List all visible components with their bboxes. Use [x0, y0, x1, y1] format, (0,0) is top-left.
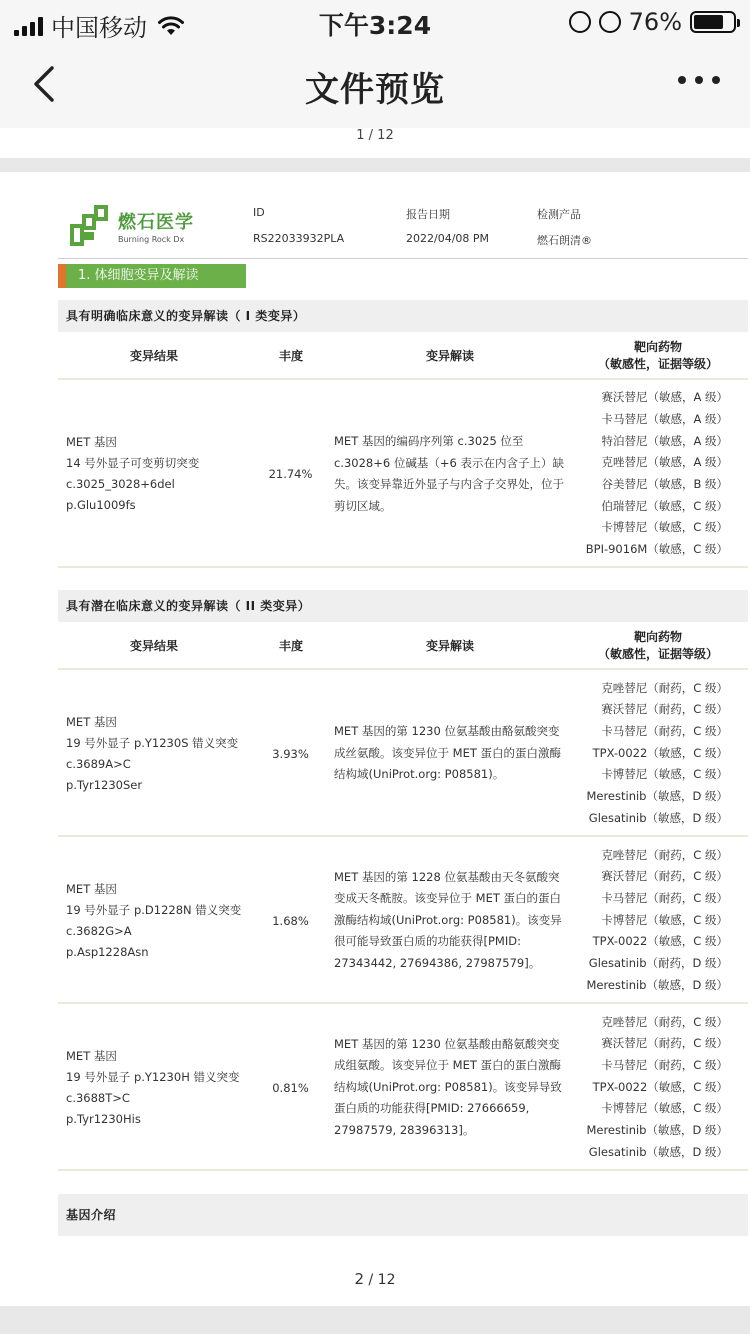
drug-item: BPI-9016M（敏感，C 级） — [585, 542, 728, 557]
page-1-footer — [0, 128, 750, 158]
variant-interpretation — [334, 380, 566, 568]
page-title: 文件预览 — [305, 70, 445, 110]
table-header: 变异结果 丰度 变异解读 靶向药物 （敏感性，证据等级） — [58, 622, 748, 670]
variant-interpretation — [334, 670, 566, 837]
carrier-label: 中国移动 — [51, 14, 147, 42]
table-row — [58, 837, 748, 1004]
drug-item: 卡马替尼（敏感，A 级） — [601, 411, 728, 426]
battery-percent: 76% — [628, 8, 682, 36]
drug-item: 克唑替尼（敏感，A 级） — [601, 455, 728, 470]
targeted-drugs — [578, 380, 728, 568]
drug-item: TPX-0022（敏感，C 级） — [592, 745, 728, 760]
drug-item: 赛沃替尼（耐药，C 级） — [601, 869, 728, 884]
drug-item: 克唑替尼（耐药，C 级） — [601, 1014, 728, 1029]
drug-item: Glesatinib（耐药，D 级） — [588, 956, 728, 971]
variant-result-line: 19 号外显子 p.Y1230H 错义突变 — [66, 1069, 240, 1084]
variant-result-line: c.3682G>A — [66, 923, 132, 938]
nav-bar — [0, 44, 750, 128]
section-title: 1. 体细胞变异及解读 — [58, 264, 246, 288]
drug-item: 谷美替尼（敏感，B 级） — [601, 477, 728, 491]
page-number: 1 — [356, 128, 365, 143]
drug-item: 卡博替尼（敏感，C 级） — [601, 767, 728, 782]
drug-item: Glesatinib（敏感，D 级） — [588, 810, 728, 825]
page-number: 2 — [354, 1270, 365, 1288]
status-bar — [0, 0, 750, 44]
variant-result-line: p.Asp1228Asn — [66, 944, 149, 959]
variant-result-line: 19 号外显子 p.D1228N 错义突变 — [66, 902, 242, 917]
drug-item: 伯瑞替尼（敏感，C 级） — [601, 498, 728, 513]
drug-item: Merestinib（敏感，D 级） — [586, 1123, 728, 1138]
variant-result-line: 14 号外显子可变剪切突变 — [66, 456, 200, 470]
page-total: / 12 — [368, 1272, 396, 1288]
variant-result-line: c.3688T>C — [66, 1090, 130, 1105]
abundance: 21.74% — [268, 467, 313, 481]
drug-item: TPX-0022（敏感，C 级） — [592, 1079, 728, 1094]
drug-item: 赛沃替尼（耐药，C 级） — [601, 702, 728, 717]
drug-item: 赛沃替尼（敏感，A 级） — [601, 390, 728, 405]
report-id: ID RS22033932PLA — [253, 206, 345, 245]
variant-result — [66, 1004, 251, 1171]
drug-item: 卡马替尼（耐药，C 级） — [601, 723, 728, 738]
category-1-header: 具有明确临床意义的变异解读（ I 类变异） — [58, 300, 748, 332]
table-row — [58, 1004, 748, 1171]
variant-interpretation — [334, 837, 566, 1004]
drug-item: 克唑替尼（耐药，C 级） — [601, 680, 728, 695]
variant-interpretation — [334, 1004, 566, 1171]
battery-icon — [690, 11, 736, 33]
drug-item: TPX-0022（敏感，C 级） — [592, 934, 728, 949]
logo-subtext: Burning Rock Dx — [118, 235, 185, 244]
battery-level — [694, 15, 723, 29]
company-logo — [70, 204, 194, 248]
alarm-icon — [599, 11, 621, 33]
rotation-lock-icon — [569, 11, 591, 33]
more-options-icon[interactable] — [678, 76, 720, 84]
document-page[interactable] — [0, 172, 750, 1306]
variant-result-line: c.3689A>C — [66, 756, 131, 771]
report-date: 报告日期 2022/04/08 PM — [406, 208, 490, 245]
gene-intro-header: 基因介绍 — [58, 1194, 748, 1236]
page-2-footer — [0, 1270, 750, 1288]
category-2-header: 具有潜在临床意义的变异解读（ II 类变异） — [58, 590, 748, 622]
clock: 下午3:24 — [318, 11, 432, 40]
table-row — [58, 380, 748, 568]
variant-result-line: p.Tyr1230Ser — [66, 777, 143, 792]
targeted-drugs — [578, 1004, 728, 1171]
page-total: / 12 — [368, 128, 394, 143]
drug-item: 克唑替尼（耐药，C 级） — [601, 847, 728, 862]
drug-item: 卡马替尼（耐药，C 级） — [601, 890, 728, 905]
interpretation-text: MET 基因的第 1228 位氨基酸由天冬氨酸突变成天冬酰胺。该变异位于 MET 蛋白的蛋白激酶结构域(UniProt.org: P08581)。该变异很可能导致蛋白质的功能获得[PMID: 27343442, 27694386, 27987579]。 — [334, 869, 562, 970]
variant-result-line: p.Glu1009fs — [66, 498, 136, 512]
logo-text: 燃石医学 — [118, 212, 194, 233]
abundance: 3.93% — [272, 746, 309, 761]
variant-result — [66, 837, 251, 1004]
drug-item: 特泊替尼（敏感，A 级） — [601, 433, 728, 448]
variant-result-line: c.3025_3028+6del — [66, 477, 175, 491]
interpretation-text: MET 基因的编码序列第 c.3025 位至 c.3028+6 位碱基（+6 表示在内含子上）缺失。该变异靠近外显子与内含子交界处，位于剪切区域。 — [334, 434, 564, 513]
abundance: 1.68% — [272, 913, 309, 928]
drug-item: 卡博替尼（敏感，C 级） — [601, 520, 728, 535]
drug-item: 卡马替尼（耐药，C 级） — [601, 1057, 728, 1072]
variant-result — [66, 380, 251, 568]
drug-item: 赛沃替尼（耐药，C 级） — [601, 1036, 728, 1051]
variant-result-line: p.Tyr1230His — [66, 1111, 141, 1126]
table-header: 变异结果 丰度 变异解读 靶向药物 （敏感性，证据等级） — [58, 332, 748, 380]
interpretation-text: MET 基因的第 1230 位氨基酸由酪氨酸突变成组氨酸。该变异位于 MET 蛋白的蛋白激酶结构域(UniProt.org: P08581)。该变异导致蛋白质的功能获得[PMID: 27666659, 27987579, 28396313]。 — [334, 1036, 562, 1137]
drug-item: Glesatinib（敏感，D 级） — [588, 1144, 728, 1159]
divider — [58, 258, 748, 259]
variant-result-line: 19 号外显子 p.Y1230S 错义突变 — [66, 735, 239, 750]
variant-result-line: MET 基因 — [66, 714, 117, 729]
drug-item: Merestinib（敏感，D 级） — [586, 977, 728, 992]
targeted-drugs — [578, 670, 728, 837]
report-product: 检测产品 燃石朗清® — [537, 208, 592, 247]
targeted-drugs — [578, 837, 728, 1004]
variant-result-line: MET 基因 — [66, 435, 117, 449]
interpretation-text: MET 基因的第 1230 位氨基酸由酪氨酸突变成丝氨酸。该变异位于 MET 蛋白的蛋白激酶结构域(UniProt.org: P08581)。 — [334, 724, 562, 782]
abundance: 0.81% — [272, 1080, 309, 1095]
variant-result-line: MET 基因 — [66, 881, 117, 896]
variant-result — [66, 670, 251, 837]
table-row — [58, 670, 748, 837]
logo-mark-icon — [70, 204, 114, 248]
drug-item: 卡博替尼（敏感，C 级） — [601, 912, 728, 927]
variant-result-line: MET 基因 — [66, 1048, 117, 1063]
drug-item: Merestinib（敏感，D 级） — [586, 789, 728, 804]
drug-item: 卡博替尼（敏感，C 级） — [601, 1101, 728, 1116]
